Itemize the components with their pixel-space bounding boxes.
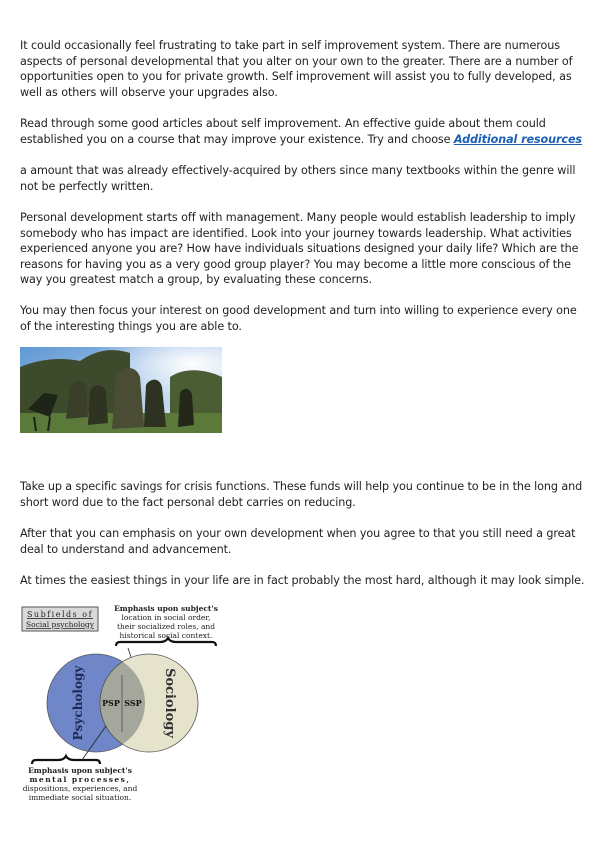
top-note-line1: Emphasis upon subject's	[114, 604, 218, 613]
additional-resources-link[interactable]: Additional resources	[453, 132, 582, 146]
diagram-title-line1: Subfields of	[26, 610, 94, 619]
bottom-note-line1: Emphasis upon subject's	[28, 766, 132, 775]
top-note-line3: their socialized roles, and	[116, 622, 216, 631]
paragraph-2-text: Read through some good articles about self improvement. An effective guide about them could established you on a course that may improve your existence. Try and choose	[20, 117, 546, 146]
top-note-line4: historical social context.	[119, 631, 213, 640]
ssp-label: SSP	[124, 698, 142, 708]
paragraph-5: You may then focus your interest on good development and turn into willing to experience every one of the interesting things you are able to.	[20, 304, 577, 333]
psp-label: PSP	[102, 698, 120, 708]
bottom-note-line4: immediate social situation.	[28, 793, 132, 802]
paragraph-7: After that you can emphasis on your own development when you agree to that you still need a great deal to understand and advancement.	[20, 527, 576, 556]
paragraph-1: It could occasionally feel frustrating to take part in self improvement system. There are numerous aspects of personal developmental that you alter on your own to the greater. There are a number of opportunities open to you for private growth. Self improvement will assist you to fully developed, as well as others will observe your upgrades also.	[20, 39, 573, 99]
soldiers-photo	[20, 347, 222, 433]
top-note-line2: location in social order,	[121, 613, 211, 622]
paragraph-6: Take up a specific savings for crisis functions. These funds will help you continue to be in the long and short word due to the fact personal debt carries on reducing.	[20, 480, 583, 509]
social-psychology-diagram	[20, 600, 250, 810]
bottom-brace	[32, 756, 100, 764]
bottom-note-line3: dispositions, experiences, and	[22, 784, 138, 793]
diagram-title-line2: Social psychology	[26, 620, 94, 629]
psychology-label: Psychology	[71, 665, 85, 741]
paragraph-4: Personal development starts off with management. Many people would establish leadership to imply somebody who has impact are identified. Look into your journey towards leadership. What activities experienced anyone you are? How have individuals situations designed your daily life? Which are the reasons for having you as a very good group player? You may become a little more conscious of the way you greatest match a group, by evaluating these concerns.	[20, 211, 579, 286]
paragraph-2	[20, 116, 585, 147]
soldiers-photo-illustration	[20, 347, 222, 433]
sociology-label: Sociology	[162, 668, 177, 738]
paragraph-3: a amount that was already effectively-acquired by others since many textbooks within the genre will not be perfectly written.	[20, 164, 576, 193]
venn-diagram	[20, 600, 250, 810]
bottom-note-line2: mental processes,	[29, 775, 131, 784]
paragraph-8: At times the easiest things in your life are in fact probably the most hard, although it may look simple.	[20, 574, 585, 587]
